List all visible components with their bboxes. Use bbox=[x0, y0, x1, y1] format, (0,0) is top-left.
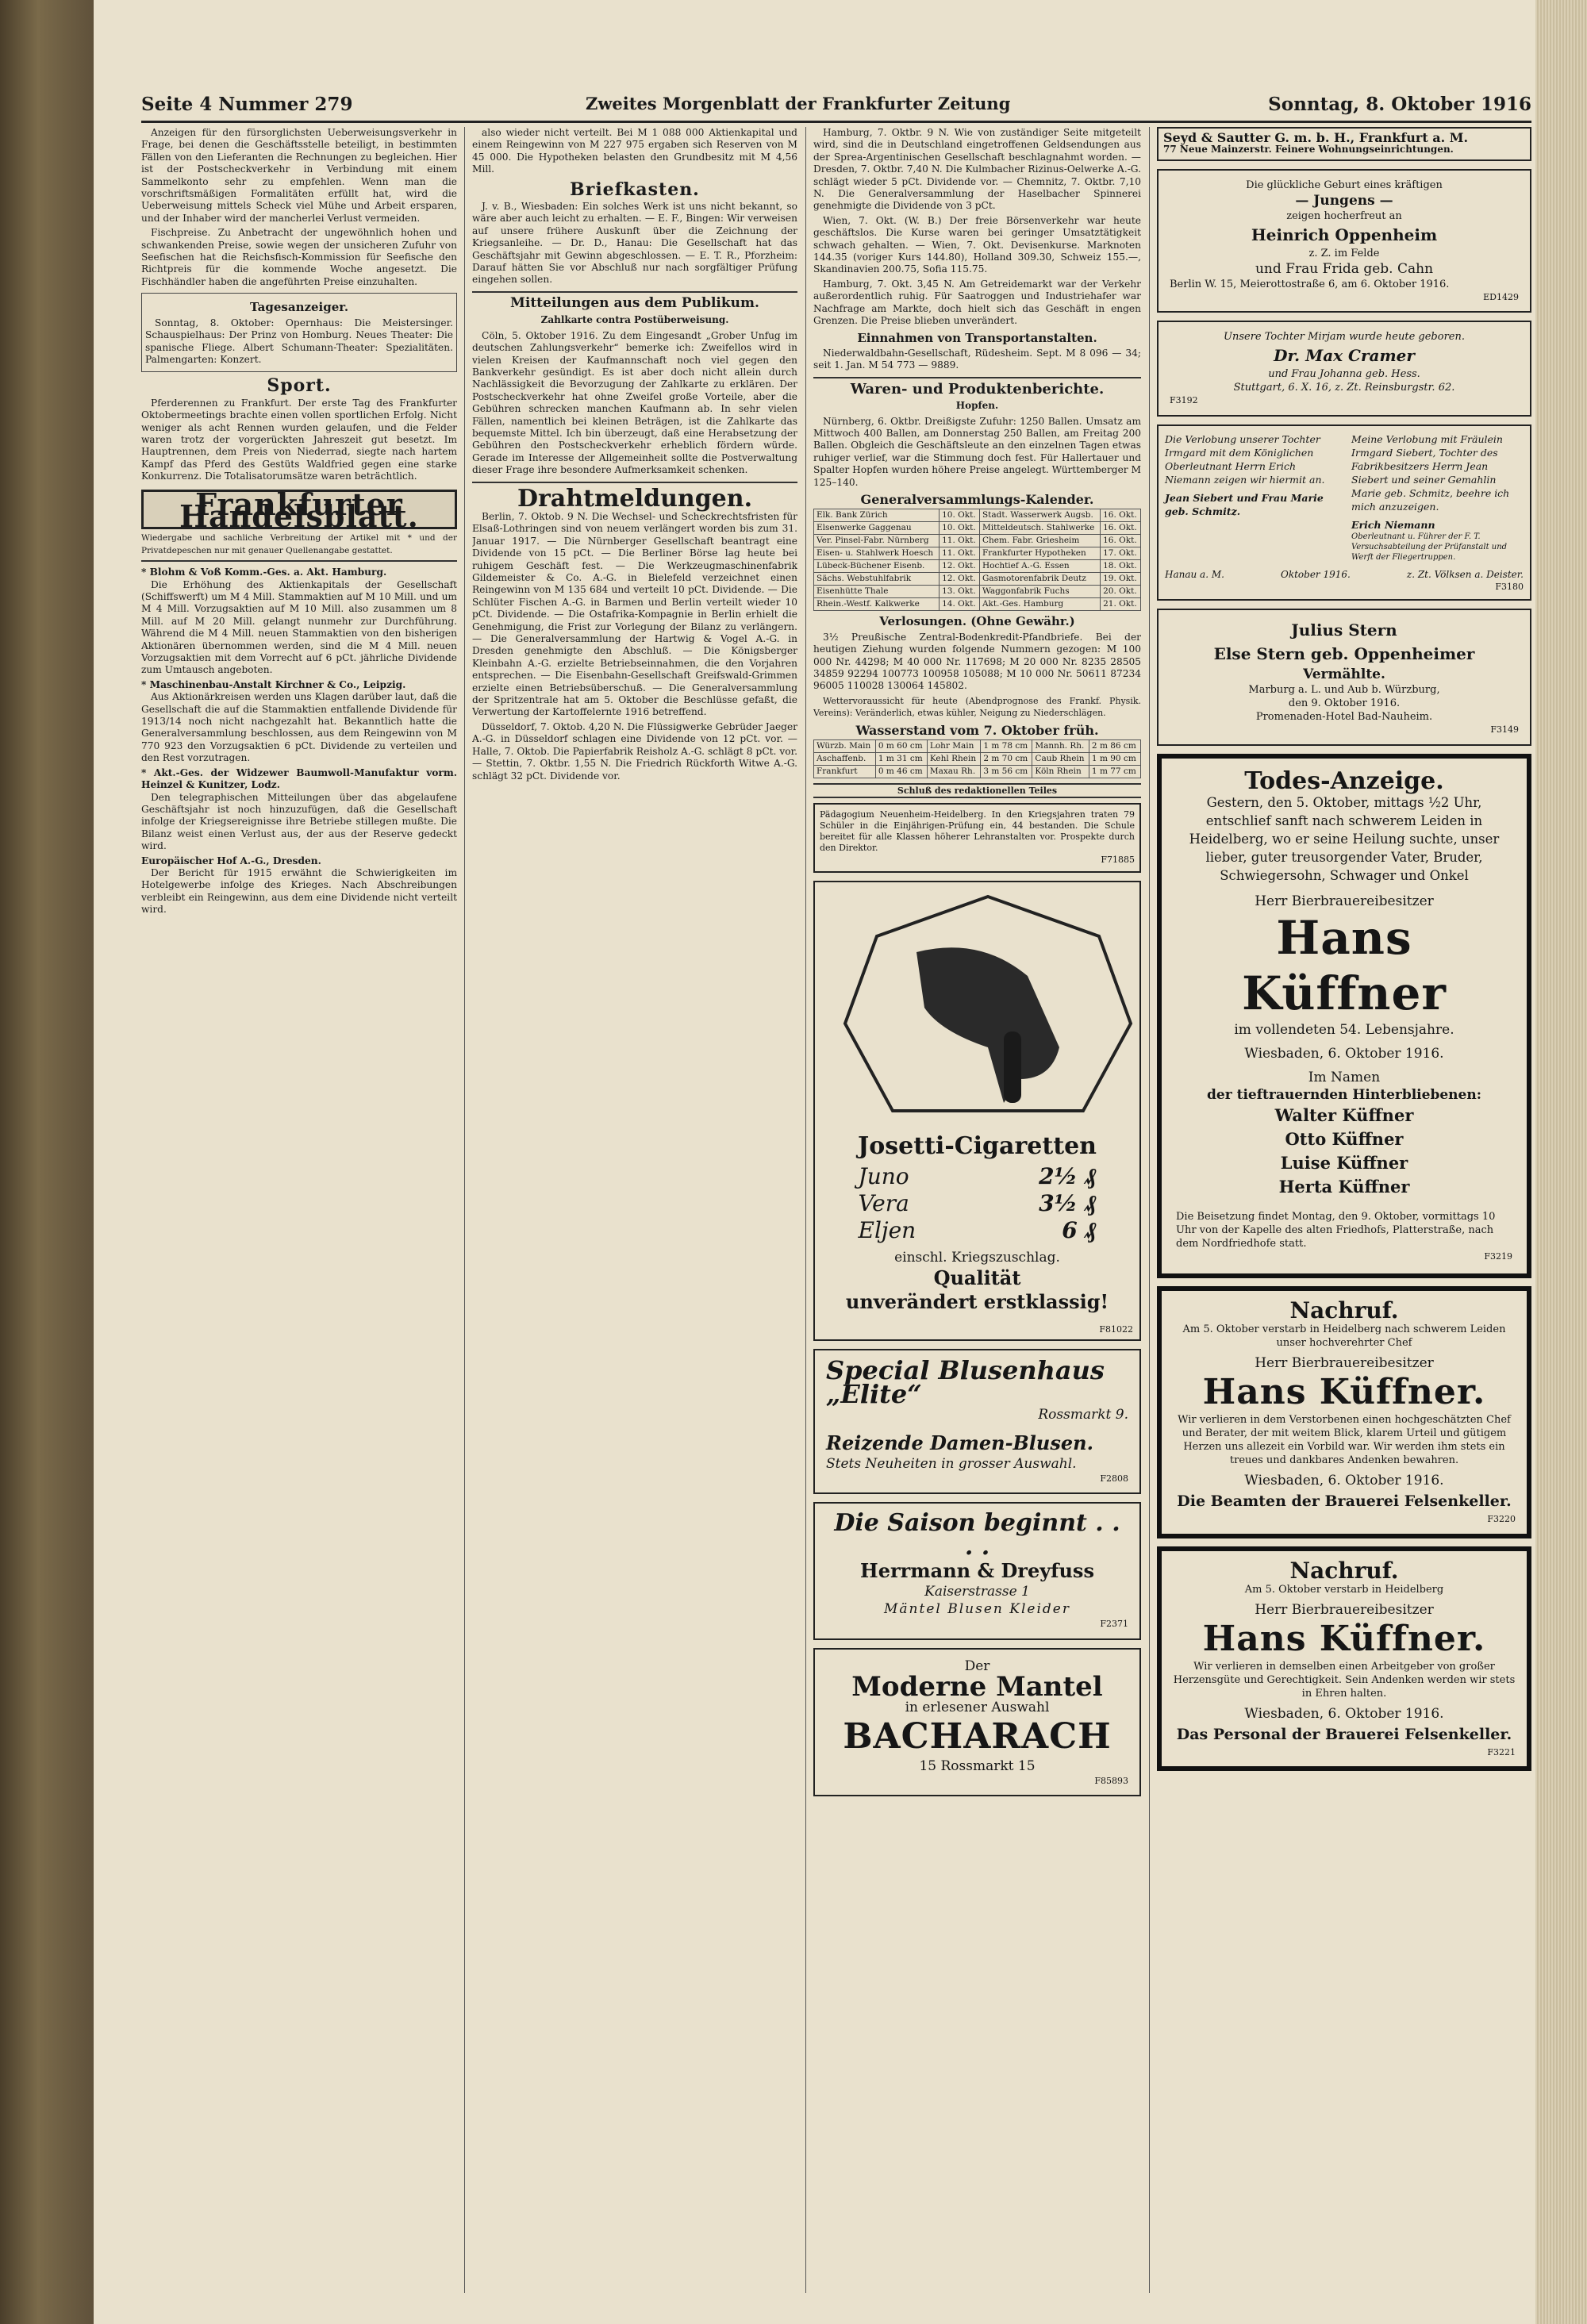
table-cell: 2 m 86 cm bbox=[1089, 740, 1140, 753]
table-row bbox=[814, 560, 1141, 573]
ad-line: Vermählte. bbox=[1303, 666, 1385, 683]
ad-title: Moderne Mantel bbox=[851, 1670, 1103, 1703]
article-text: Cöln, 5. Oktober 1916. Zu dem Eingesandt „Grober Unfug im deutschen Zahlungsverkehr“ bemerke ich: Zweifellos wird in vielen Kreisen der Kaufmannschaft noch viel gegen den Bankverkehr gesündigt. Es ist aber doch nicht allein durch Nachlässigkeit die Bevorzugung der Zahlkarte zu erklären. Der Postscheckverkehr hat ohne Zweifel große Vorteile, aber die Gebühren schrecken manchen Kaufmann ab. In sehr vielen Fällen, namentlich bei kleinen Beträgen, ist die Zahlkarte das bequemste Mittel. Ich bin überzeugt, daß eine Herabsetzung der Gebühren den Postscheckverkehr erheblich fördern würde. Gerade im Interesse der Allgemeinheit sollte die Postverwaltung dieser Frage ihre besondere Aufmerksamkeit schenken. bbox=[472, 329, 797, 476]
table-cell: Waggonfabrik Fuchs bbox=[979, 586, 1100, 598]
ad-name: Erich Niemann bbox=[1351, 518, 1435, 531]
table-row bbox=[814, 740, 1141, 753]
ad-line: Marburg a. L. und Aub b. Würzburg, bbox=[1248, 684, 1440, 697]
table-cell: Stadt. Wasserwerk Augsb. bbox=[979, 509, 1100, 522]
article-text: Sonntag, 8. Oktober: Opernhaus: Die Meistersinger. Schauspielhaus: Der Prinz von Homburg. Neues Theater: Die spanische Fliege. Albert Schumann-Theater: Spezialitäten. Palmengarten: Konzert. bbox=[145, 317, 453, 365]
article-text: Niederwaldbahn-Gesellschaft, Rüdesheim. Sept. M 8 096 — 34; seit 1. Jan. M 54 773 — 9889. bbox=[813, 347, 1141, 371]
table-cell: Lohr Main bbox=[927, 740, 981, 753]
ad-name: Dr. Max Cramer bbox=[1274, 346, 1415, 366]
table-cell: 2 m 70 cm bbox=[981, 753, 1032, 766]
article-text: Der Bericht für 1915 erwähnt die Schwierigkeiten im Hotelgewerbe infolge des Krieges. Nach Abschreibungen verbleibt ein Reingewinn, aus dem eine Dividende nicht verteilt wird. bbox=[141, 866, 457, 916]
table-cell: 20. Okt. bbox=[1101, 586, 1141, 598]
obituary-place: Wiesbaden, 6. Oktober 1916. bbox=[1244, 1045, 1444, 1062]
obituary-text: Am 5. Oktober verstarb in Heidelberg bbox=[1244, 1583, 1444, 1596]
ad-place: Hanau a. M. bbox=[1165, 568, 1224, 580]
obituary-hint: der tieftrauernden Hinterbliebenen: bbox=[1207, 1086, 1481, 1103]
ad-address: 15 Rossmarkt 15 bbox=[919, 1757, 1036, 1774]
article-title: * Akt.-Ges. der Widzewer Baumwoll-Manufaktur vorm. Heinzel & Kunitzer, Lodz. bbox=[141, 766, 457, 791]
ad-line: Die glückliche Geburt eines kräftigen bbox=[1246, 179, 1443, 191]
ad-line: Stets Neuheiten in grosser Auswahl. bbox=[826, 1455, 1077, 1472]
column-2 bbox=[472, 127, 797, 2293]
price-label: Eljen bbox=[858, 1217, 916, 1244]
ad-code: F3219 bbox=[1484, 1250, 1512, 1262]
table-cell: 1 m 77 cm bbox=[1089, 766, 1140, 778]
editorial-end: Schluß des redaktionellen Teiles bbox=[813, 783, 1141, 798]
article-text: Den telegraphischen Mitteilungen über das abgelaufene Geschäftsjahr ist noch hinzuzufügen, daß die Gesellschaft infolge der Kriegsereignisse ihre Betriebe stillegen mußte. Die Bilanz weist einen Verlust aus, der aus der Reserve gedeckt wird. bbox=[141, 791, 457, 852]
handelsblatt-banner: Frankfurter Handelsblatt. bbox=[141, 490, 457, 530]
obituary-signature: Die Beamten der Brauerei Felsenkeller. bbox=[1177, 1492, 1512, 1511]
page-date: Sonntag, 8. Oktober 1916 bbox=[1268, 94, 1531, 115]
column-rule bbox=[464, 127, 465, 2293]
price-item bbox=[859, 1190, 1097, 1217]
article-text: Anzeigen für den fürsorglichsten Ueberweisungsverkehr in Frage, bei denen die Geschäftsstelle beteiligt, in bestimmten Fällen von den Lieferanten die Rechnungen zu begleichen. Hier ist der Postscheckverkehr in Verbindung mit einem Sammelkonto sehr zu empfehlen. Wenn man die vorschriftsmäßigen Formalitäten erfüllt hat, wird die Ueberweisung mittels Scheck viel Mühe und Arbeit ersparen, und der Inhaber wird der mancherlei Verlust vermeiden. bbox=[141, 127, 457, 224]
table-cell: 10. Okt. bbox=[940, 522, 980, 535]
table-cell: Lübeck-Büchener Eisenb. bbox=[814, 560, 940, 573]
tagesanzeiger-box bbox=[141, 293, 457, 372]
obituary-name: Hans Küffner. bbox=[1202, 1372, 1486, 1413]
engagement-right bbox=[1351, 432, 1524, 563]
table-row bbox=[814, 547, 1141, 560]
table-cell: Akt.-Ges. Hamburg bbox=[979, 598, 1100, 611]
table-row bbox=[814, 522, 1141, 535]
pointing-hand-icon bbox=[821, 889, 1141, 1127]
table-cell: Kehl Rhein bbox=[927, 753, 981, 766]
ad-line: zeigen hocherfreut an bbox=[1286, 209, 1402, 222]
mourner-name: Luise Küffner bbox=[1280, 1152, 1408, 1173]
ad-seyd-sautter bbox=[1157, 127, 1531, 161]
ad-code: F3220 bbox=[1487, 1514, 1516, 1525]
obituary-signature: Das Personal der Brauerei Felsenkeller. bbox=[1176, 1725, 1512, 1743]
table-cell: 21. Okt. bbox=[1101, 598, 1141, 611]
ad-bacharach bbox=[813, 1648, 1141, 1796]
obituary-text: Wir verlieren in dem Verstorbenen einen hochgeschätzten Chef und Berater, der mit weitem Blick, klarem Urteil und gütigem Herzen uns allezeit ein Vorbild war. Wir werden ihm stets ein treues und dankbares Andenken bewahren. bbox=[1178, 1414, 1511, 1467]
table-cell: Elsenwerke Gaggenau bbox=[814, 522, 940, 535]
table-cell: Gasmotorenfabrik Deutz bbox=[979, 573, 1100, 586]
table-row bbox=[814, 509, 1141, 522]
section-subtitle: Hopfen. bbox=[955, 400, 999, 412]
ad-note: einschl. Kriegszuschlag. bbox=[894, 1250, 1060, 1266]
article-text: Düsseldorf, 7. Oktob. 4,20 N. Die Flüssigwerke Gebrüder Jaeger A.-G. in Düsseldorf schlagen eine Dividende von 12 pCt. vor. — Halle, 7. Oktob. Die Papierfabrik Reisholz A.-G. schlägt 8 pCt. vor. — Stettin, 7. Oktbr. 1,55 N. Die Friedrich Rückforth Witwe A.-G. schlägt 32 pCt. Dividende vor. bbox=[472, 720, 797, 782]
ad-firm: Herrmann & Dreyfuss bbox=[860, 1559, 1094, 1583]
wasserstand-table bbox=[813, 739, 1141, 778]
ad-code: F3149 bbox=[1490, 724, 1519, 736]
divider bbox=[813, 377, 1141, 378]
book-binding bbox=[0, 0, 95, 2324]
ad-name: Heinrich Oppenheim bbox=[1251, 225, 1438, 244]
obituary-place: Wiesbaden, 6. Oktober 1916. bbox=[1244, 1473, 1444, 1489]
table-cell: 10. Okt. bbox=[940, 509, 980, 522]
table-row bbox=[814, 598, 1141, 611]
obituary-kueffner bbox=[1157, 754, 1531, 1278]
ad-date: Oktober 1916. bbox=[1280, 568, 1351, 580]
section-title: Waren- und Produktenberichte. bbox=[850, 380, 1105, 398]
article-text: also wieder nicht verteilt. Bei M 1 088 000 Aktienkapital und einem Reingewinn von M 227 975 ergaben sich Reserven von M 45 000. Die Hypotheken belasten den Grundbesitz mit M 4,56 Mill. bbox=[472, 127, 797, 175]
article-text: 3½ Preußische Zentral-Bodenkredit-Pfandbriefe. Bei der heutigen Ziehung wurden folgende Nummern gezogen: M 100 000 Nr. 44298; M 40 000 Nr. 117698; M 20 000 Nr. 8235 28505 34859 92294 100773 100958 105088; M 10 000 Nr. 50611 87234 96005 110028 130064 145802. bbox=[813, 631, 1141, 692]
ad-engagement bbox=[1157, 424, 1531, 601]
obituary-title: Nachruf. bbox=[1289, 1557, 1399, 1584]
table-cell: 18. Okt. bbox=[1101, 560, 1141, 573]
table-cell: Würzb. Main bbox=[814, 740, 876, 753]
table-cell: Sächs. Webstuhlfabrik bbox=[814, 573, 940, 586]
table-cell: 19. Okt. bbox=[1101, 573, 1141, 586]
ad-blusenhaus bbox=[813, 1349, 1141, 1494]
table-cell: 16. Okt. bbox=[1101, 522, 1141, 535]
table-cell: Rhein.-Westf. Kalkwerke bbox=[814, 598, 940, 611]
engagement-footer bbox=[1165, 569, 1524, 581]
ad-line: — Jungens — bbox=[1295, 192, 1393, 209]
ad-place: z. Zt. Völksen a. Deister. bbox=[1406, 568, 1524, 580]
obituary-title-line: Herr Bierbrauereibesitzer bbox=[1255, 1355, 1434, 1372]
section-title-sport: Sport. bbox=[267, 375, 332, 397]
table-cell: Elk. Bank Zürich bbox=[814, 509, 940, 522]
table-cell: 12. Okt. bbox=[940, 573, 980, 586]
obituary-title-line: Herr Bierbrauereibesitzer bbox=[1255, 1601, 1434, 1618]
article-text: Wien, 7. Okt. (W. B.) Der freie Börsenverkehr war heute geschäftslos. Die Kurse waren bei geringer Umsatztätigkeit schwach gehalten. — Wien, 7. Okt. Devisenkurse. Marknoten 144.35 (voriger Kurs 144.80), Holland 309.30, Schweiz 155.—, Skandinavien 200.75, Sofia 115.75. bbox=[813, 214, 1141, 275]
table-cell: Frankfurt bbox=[814, 766, 876, 778]
ad-title: Seyd & Sautter G. m. b. H., Frankfurt a. M. bbox=[1163, 130, 1469, 145]
burial-notice: Die Beisetzung findet Montag, den 9. Oktober, vormittags 10 Uhr von der Kapelle des alten Friedhofs, Platterstraße, nach dem Nordfriedhofe statt. bbox=[1176, 1210, 1496, 1250]
ad-code: F3180 bbox=[1495, 582, 1524, 593]
table-cell: Eisenhütte Thale bbox=[814, 586, 940, 598]
ad-line: und Frau Johanna geb. Hess. bbox=[1268, 368, 1420, 381]
table-cell: 17. Okt. bbox=[1101, 547, 1141, 560]
column-1 bbox=[141, 127, 457, 2293]
table-cell: 11. Okt. bbox=[940, 547, 980, 560]
price-value: 2½ ₰ bbox=[1039, 1163, 1097, 1190]
table-cell: 1 m 90 cm bbox=[1089, 753, 1140, 766]
obituary-text: Gestern, den 5. Oktober, mittags ½2 Uhr, entschlief sanft nach schwerem Leiden in Heidelberg, wo er seine Heilung suchte, unser lieber, guter treusorgender Vater, Bruder, Schwiegersohn, Schwager und Onkel bbox=[1189, 794, 1500, 883]
column-4 bbox=[1157, 127, 1531, 2293]
section-subtitle: Zahlkarte contra Postüberweisung. bbox=[540, 314, 729, 326]
ad-birth-cramer bbox=[1157, 321, 1531, 416]
ad-birth bbox=[1157, 169, 1531, 313]
divider bbox=[472, 291, 797, 293]
obituary-namen: Im Namen bbox=[1308, 1069, 1381, 1085]
section-title-mitteilungen: Mitteilungen aus dem Publikum. bbox=[510, 294, 759, 311]
table-cell: Köln Rhein bbox=[1032, 766, 1089, 778]
column-rule bbox=[805, 127, 806, 2293]
table-cell: Frankfurter Hypotheken bbox=[979, 547, 1100, 560]
ad-code: F3192 bbox=[1170, 395, 1198, 406]
ad-place: Berlin W. 15, Meierottostraße 6, am 6. Oktober 1916. bbox=[1170, 278, 1450, 290]
obituary-title: Todes-Anzeige. bbox=[1244, 766, 1444, 795]
page-edge bbox=[1535, 0, 1587, 2324]
ad-line: Oberleutnant u. Führer der F. T. Versuchsabteilung der Prüfanstalt und Werft der Fliegertruppen. bbox=[1351, 532, 1508, 562]
ad-line: Promenaden-Hotel Bad-Nauheim. bbox=[1255, 711, 1433, 724]
table-cell: 14. Okt. bbox=[940, 598, 980, 611]
ad-paedagogium bbox=[813, 803, 1141, 872]
ad-line: z. Z. im Felde bbox=[1308, 247, 1380, 259]
table-row bbox=[814, 535, 1141, 547]
article-text: Pferderennen zu Frankfurt. Der erste Tag des Frankfurter Oktobermeetings brachte einen vollen sportlichen Erfolg. Nicht weniger als acht Rennen wurden gelaufen, und die Felder waren trotz der vorgerückten Jahreszeit gut besetzt. Im Hauptrennen, dem Preis von Niederrad, siegte nach hartem Kampf das Pferd des Gestüts Waldfried gegen eine starke Konkurrenz. Die Totalisatorumsätze waren beträchtlich. bbox=[141, 397, 457, 482]
price-item bbox=[859, 1163, 1097, 1190]
ad-name: Julius Stern bbox=[1291, 620, 1397, 640]
ad-code: F3221 bbox=[1487, 1746, 1516, 1757]
mourner-name: Herta Küffner bbox=[1278, 1176, 1410, 1197]
price-label: Vera bbox=[858, 1190, 909, 1217]
article-title: * Blohm & Voß Komm.-Ges. a. Akt. Hamburg. bbox=[141, 567, 387, 578]
generalversammlungen-table bbox=[813, 509, 1141, 611]
ad-line: Unsere Tochter Mirjam wurde heute geboren. bbox=[1224, 331, 1465, 344]
table-cell: 16. Okt. bbox=[1101, 509, 1141, 522]
ad-address: Rossmarkt 9. bbox=[1038, 1406, 1128, 1423]
table-row bbox=[814, 766, 1141, 778]
ad-line: Meine Verlobung mit Fräulein Irmgard Siebert, Tochter des Fabrikbesitzers Herrn Jean Siebert und seiner Gemahlin Marie geb. Schmitz, beehre ich mich anzuzeigen. bbox=[1351, 432, 1510, 513]
table-cell: 11. Okt. bbox=[940, 535, 980, 547]
table-cell: 0 m 46 cm bbox=[875, 766, 927, 778]
table-cell: 1 m 31 cm bbox=[875, 753, 927, 766]
divider bbox=[472, 482, 797, 483]
banner-subline: Wiedergabe und sachliche Verbreitung der Artikel mit * und der Privatdepeschen nur mit genauer Quellenangabe gestattet. bbox=[141, 531, 457, 562]
ad-subtitle: 77 Neue Mainzerstr. Feinere Wohnungseinrichtungen. bbox=[1163, 144, 1454, 156]
price-value: 6 ₰ bbox=[1062, 1217, 1097, 1244]
obituary-nachruf-personal bbox=[1157, 1546, 1531, 1771]
ad-line: Reizende Damen-Blusen. bbox=[826, 1431, 1093, 1454]
ad-text: Pädagogium Neuenheim-Heidelberg. In den Kriegsjahren traten 79 Schüler in die Einjährigen-Prüfung ein, 44 bestanden. Die Schule bereitet für alle Klassen höherer Lehranstalten vor. Prospekte durch den Direktor. bbox=[820, 809, 1135, 854]
table-cell: 3 m 56 cm bbox=[981, 766, 1032, 778]
page-header bbox=[141, 89, 1531, 123]
ad-line: Die Verlobung unserer Tochter Irmgard mit dem Königlichen Oberleutnant Herrn Erich Niemann zeigen wir hiermit an. bbox=[1165, 432, 1325, 486]
ad-code: F81022 bbox=[1099, 1324, 1133, 1335]
table-cell: 12. Okt. bbox=[940, 560, 980, 573]
table-cell: 1 m 78 cm bbox=[981, 740, 1032, 753]
obituary-text: Wir verlieren in demselben einen Arbeitgeber von großer Herzensgüte und Gerechtigkeit. Sein Andenken werden wir stets in Ehren halten. bbox=[1173, 1660, 1516, 1700]
article-text: Hamburg, 7. Okt. 3,45 N. Am Getreidemarkt war der Verkehr außerordentlich ruhig. Für Saatroggen und Industriehafer war Nachfrage am Markte, doch hielt sich das Geschäft in engen Grenzen. Die Preise blieben unverändert. bbox=[813, 278, 1141, 327]
table-cell: Caub Rhein bbox=[1032, 753, 1089, 766]
table-cell: Eisen- u. Stahlwerk Hoesch bbox=[814, 547, 940, 560]
article-text: Hamburg, 7. Oktbr. 9 N. Wie von zuständiger Seite mitgeteilt wird, sind die in Deutschland eingetroffenen Geldsendungen aus der Sprea-Argentinischen Gesellschaft beschlagnahmt worden. — Dresden, 7. Oktbr. 7,40 N. Die Kulmbacher Rizinus-Oelwerke A.-G. schlägt wieder 5 pCt. Dividende vor. — Chemnitz, 7. Oktbr. 7,10 N. Die Generalversammlung der Haselbacher Spinnerei genehmigte die Dividende von 3 pCt. bbox=[813, 127, 1141, 212]
ad-name: Jean Siebert und Frau Marie geb. Schmitz. bbox=[1165, 491, 1324, 517]
obituary-title: Nachruf. bbox=[1289, 1297, 1399, 1324]
obituary-age: im vollendeten 54. Lebensjahre. bbox=[1234, 1021, 1454, 1038]
ad-name: Else Stern geb. Oppenheimer bbox=[1213, 644, 1475, 664]
table-cell: 13. Okt. bbox=[940, 586, 980, 598]
table-row bbox=[814, 753, 1141, 766]
ad-code: F2808 bbox=[1100, 1473, 1128, 1484]
price-value: 3½ ₰ bbox=[1039, 1190, 1097, 1217]
price-list bbox=[859, 1163, 1097, 1244]
column-rule bbox=[1149, 127, 1150, 2293]
table-cell: 16. Okt. bbox=[1101, 535, 1141, 547]
article-title: * Maschinenbau-Anstalt Kirchner & Co., Leipzig. bbox=[141, 678, 406, 690]
ad-line: und Frau Frida geb. Cahn bbox=[1255, 260, 1434, 277]
ad-items: Mäntel Blusen Kleider bbox=[884, 1601, 1070, 1618]
ad-title: Special Blusenhaus „Elite“ bbox=[826, 1354, 1105, 1409]
ad-line: Der bbox=[964, 1658, 990, 1674]
obituary-name: Hans Küffner. bbox=[1202, 1618, 1486, 1659]
ad-line: Stuttgart, 6. X. 16, z. Zt. Reinsburgstr. 62. bbox=[1233, 382, 1455, 394]
article-text: J. v. B., Wiesbaden: Ein solches Werk ist uns nicht bekannt, so wäre aber auch leicht zu erhalten. — E. F., Bingen: Wir verweisen auf unsere frühere Auskunft über die Zeichnung der Kriegsanleihe. — Dr. D., Hanau: Die Gesellschaft hat das Geschäftsjahr mit Gewinn abgeschlossen. — E. T. R., Pforzheim: Darauf hätten Sie vor Abschluß nur nach sorgfältiger Prüfung eingehen sollen. bbox=[472, 201, 797, 286]
table-cell: Maxau Rh. bbox=[927, 766, 981, 778]
table-title: Wasserstand vom 7. Oktober früh. bbox=[855, 722, 1099, 738]
ad-title: Josetti-Cigaretten bbox=[858, 1132, 1097, 1161]
table-cell: 0 m 60 cm bbox=[875, 740, 927, 753]
section-title-drahtmeldungen: Drahtmeldungen. bbox=[517, 484, 753, 513]
price-item bbox=[859, 1217, 1097, 1244]
ad-address: Kaiserstrasse 1 bbox=[924, 1584, 1030, 1600]
article-text: Nürnberg, 6. Oktbr. Dreißigste Zufuhr: 1250 Ballen. Umsatz am Mittwoch 400 Ballen, am Donnerstag 250 Ballen, am Freitag 200 Ballen. Obgleich die Geschäftsleute an den einzelnen Tagen etwas ruhiger verlief, war die Stimmung doch fest. Für Hallertauer und Spalter Hopfen wurden höhere Preise angelegt. Württemberger M 125–140. bbox=[813, 415, 1141, 488]
mourner-name: Otto Küffner bbox=[1285, 1128, 1404, 1149]
ad-firm: BACHARACH bbox=[843, 1715, 1112, 1757]
table-cell: Hochtief A.-G. Essen bbox=[979, 560, 1100, 573]
section-title: Einnahmen von Transportanstalten. bbox=[857, 330, 1097, 345]
ad-line: den 9. Oktober 1916. bbox=[1288, 697, 1401, 710]
table-cell: Mitteldeutsch. Stahlwerke bbox=[979, 522, 1100, 535]
engagement-left bbox=[1165, 432, 1337, 563]
column-3 bbox=[813, 127, 1141, 2293]
table-title: Generalversammlungs-Kalender. bbox=[860, 491, 1094, 507]
ad-marriage-stern bbox=[1157, 609, 1531, 745]
ad-slogan: Qualität bbox=[933, 1266, 1021, 1290]
mourner-name: Walter Küffner bbox=[1274, 1104, 1414, 1125]
ad-herrmann-dreyfuss bbox=[813, 1502, 1141, 1639]
weather-note: Wettervoraussicht für heute (Abendprognose des Frankf. Physik. Vereins): Veränderlich, etwas kühler, Neigung zu Niederschlägen. bbox=[813, 695, 1141, 719]
ad-code: F85893 bbox=[1094, 1775, 1128, 1786]
ad-slogan: unverändert erstklassig! bbox=[845, 1290, 1109, 1314]
obituary-name: Hans Küffner bbox=[1242, 910, 1447, 1020]
table-row bbox=[814, 573, 1141, 586]
obituary-place: Wiesbaden, 6. Oktober 1916. bbox=[1244, 1705, 1444, 1722]
obituary-nachruf-beamte bbox=[1157, 1286, 1531, 1538]
article-text: Berlin, 7. Oktob. 9 N. Die Wechsel- und Scheckrechtsfristen für Elsaß-Lothringen sind von neuem verlängert worden bis zum 31. Januar 1917. — Die Nürnberger Gesellschaft beantragt eine Dividende von 15 pCt. — Die Berliner Börse lag heute bei ruhigem Geschäft fest. — Die Werkzeugmaschinenfabrik Gildemeister & Co. A.-G. in Bielefeld verzeichnet einen Reingewinn von M 135 684 und verteilt 10 pCt. Dividende. — Die Schlüter Fischen A.-G. in Barmen und Berlin verteilt wieder 10 pCt. Dividende. — Die Ostafrika-Kompagnie in Berlin erhielt die Genehmigung, die Frist zur Vorlegung der Bilanz zu verlängern. — Die Generalversammlung der Hartwig & Vogel A.-G. in Dresden genehmigte den Abschluß. — Die Königsberger Kleinbahn A.-G. erzielte Betriebseinnahmen, die den Vorjahren entsprechen. — Die Eisenbahn-Gesellschaft Greifswald-Grimmen erzielte einen Betriebsüberschuß. — Die Generalversammlung der Spritzentrale hat am 5. Oktober die Beschlüsse gefaßt, die Verwertung der Kartoffelernte 1916 betreffend. bbox=[472, 510, 797, 718]
obituary-title-line: Herr Bierbrauereibesitzer bbox=[1255, 893, 1434, 909]
ad-title: Die Saison beginnt . . . . bbox=[834, 1509, 1120, 1561]
table-cell: Chem. Fabr. Griesheim bbox=[979, 535, 1100, 547]
newspaper-title: Zweites Morgenblatt der Frankfurter Zeitung bbox=[586, 94, 1011, 113]
ad-code: F2371 bbox=[1100, 1619, 1128, 1630]
price-label: Juno bbox=[858, 1163, 909, 1190]
mourners-list bbox=[1176, 1104, 1512, 1199]
article-title: Europäischer Hof A.-G., Dresden. bbox=[141, 855, 321, 866]
obituary-text: Am 5. Oktober verstarb in Heidelberg nach schwerem Leiden unser hochverehrter Chef bbox=[1182, 1323, 1506, 1350]
article-text: Aus Aktionärkreisen werden uns Klagen darüber laut, daß die Gesellschaft die auf die Stammaktien entfallende Dividende für 1913/14 noch nicht nachgezahlt hat. Bekanntlich hatte die Generalversammlung beschlossen, aus dem Reingewinn von M 770 923 den Vorzugsaktien 6 pCt. Dividende zu verteilen und den Rest vorzutragen. bbox=[141, 691, 457, 764]
table-row bbox=[814, 586, 1141, 598]
section-title-briefkasten: Briefkasten. bbox=[570, 179, 700, 200]
ad-josetti bbox=[813, 881, 1141, 1341]
article-text: Die Erhöhung des Aktienkapitals der Gesellschaft (Schiffswerft) um M 4 Mill. Stammaktien auf M 10 Mill. und um M 4 Mill. Vorzugsaktien auf M 10 Mill. also zusammen um 8 Mill. auf M 20 Mill. gelangt nunmehr zur Durchführung. Während die M 4 Mill. neuen Stammaktien von den bisherigen Aktionären übernommen werden, sind die M 4 Mill. neuen Vorzugsaktien mit dem Vorrecht auf 6 pCt. jährliche Dividende zum Umtausch angeboten. bbox=[141, 578, 457, 676]
ad-code: ED1429 bbox=[1483, 291, 1519, 302]
section-title: Tagesanzeiger. bbox=[249, 300, 349, 315]
page-number: Seite 4 Nummer 279 bbox=[141, 94, 353, 115]
ad-line: in erlesener Auswahl bbox=[905, 1699, 1050, 1715]
article-text: Fischpreise. Zu Anbetracht der ungewöhnlich hohen und schwankenden Preise, sowie wegen der unsicheren Zufuhr von Seefischen hat die Reichsfisch-Kommission für Seefische den Richtpreis für die kommende Woche angesetzt. Die Fischhändler haben die angeführten Preise einzuhalten. bbox=[141, 227, 457, 287]
ad-code: F71885 bbox=[1101, 855, 1135, 866]
table-cell: Aschaffenb. bbox=[814, 753, 876, 766]
table-cell: Ver. Pinsel-Fabr. Nürnberg bbox=[814, 535, 940, 547]
section-title: Verlosungen. (Ohne Gewähr.) bbox=[879, 614, 1075, 629]
table-cell: Mannh. Rh. bbox=[1032, 740, 1089, 753]
